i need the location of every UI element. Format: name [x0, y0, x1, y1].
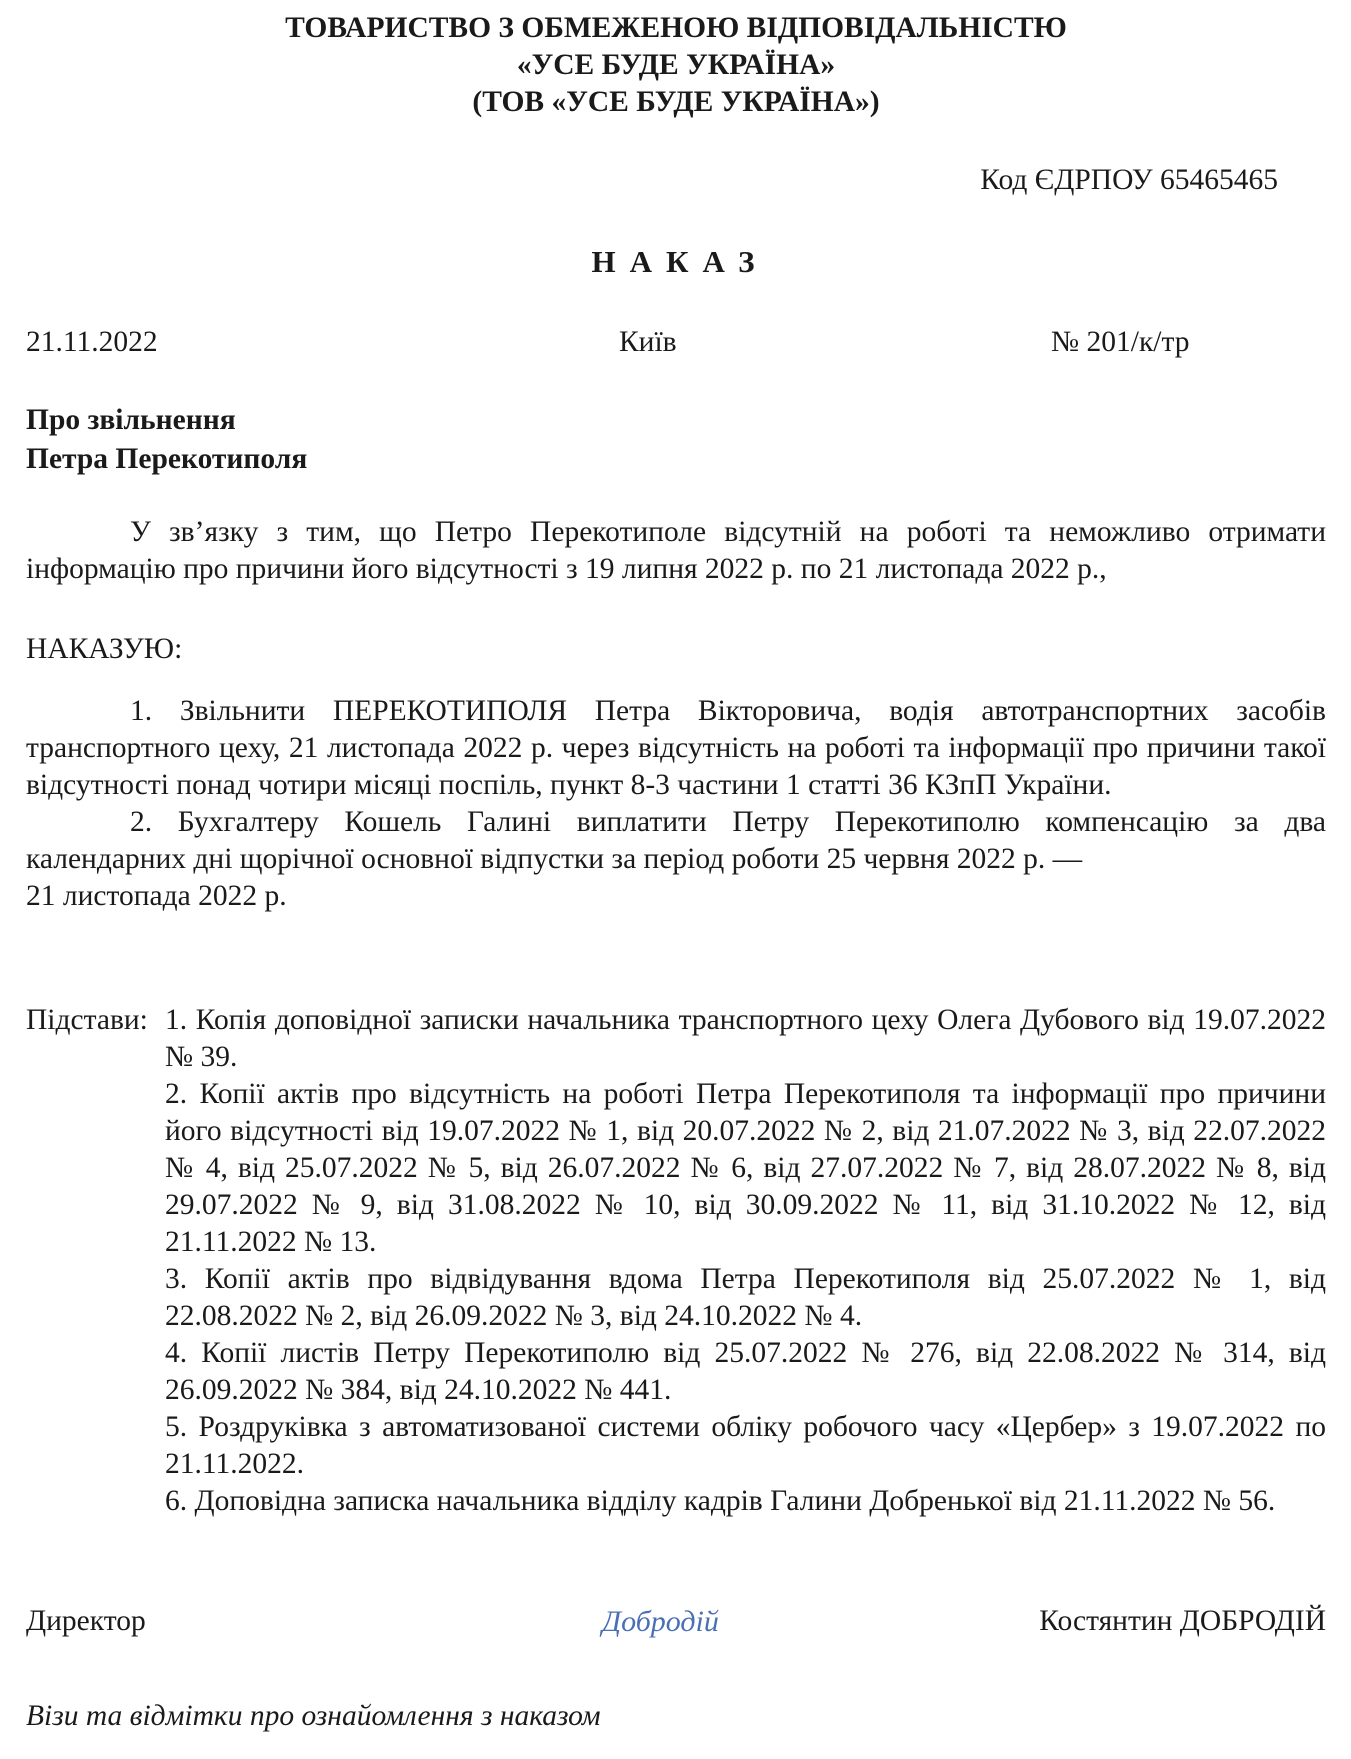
- organization-header: [26, 10, 1326, 121]
- order-items: [26, 693, 1326, 915]
- order-item-2: 2. Бухгалтеру Кошель Галині виплатити Петру Перекотиполю компенсацію за два календарних дні щорічної основної відпустки за період роботи 25 червня 2022 р. —: [26, 806, 1326, 875]
- org-name-line3: (ТОВ «УСЕ БУДЕ УКРАЇНА»): [472, 86, 880, 118]
- signatory-name: Костянтин ДОБРОДІЙ: [1039, 1605, 1326, 1637]
- order-item-1: 1. Звільнити ПЕРЕКОТИПОЛЯ Петра Вікторовича, водія автотранспортних засобів транспортного цеху, 21 листопада 2022 р. через відсутність на роботі та інформації про причини такої відсутності понад чотири місяці поспіль, пункт 8-3 частини 1 статті 36 КЗпП України.: [26, 695, 1326, 801]
- order-subject: [26, 401, 307, 479]
- document-title: НАКАЗ: [591, 244, 769, 279]
- handwritten-signature: Добродій: [602, 1605, 719, 1638]
- subject-line2: Петра Перекотиполя: [26, 443, 308, 475]
- bases-label: Підстави:: [26, 1004, 148, 1036]
- basis-item: 3. Копії актів про відвідування вдома Петра Перекотиполя від 25.07.2022 № 1, від 22.08.2022 № 2, від 26.09.2022 № 3, від 24.10.2022 № 4.: [165, 1263, 1326, 1332]
- basis-item: 1. Копія доповідної записки начальника транспортного цеху Олега Дубового від 19.07.2022 № 39.: [165, 1004, 1326, 1073]
- bases-section: [26, 1002, 1326, 1520]
- signatory-role: Директор: [26, 1605, 146, 1637]
- order-number: № 201/к/тр: [1051, 326, 1190, 358]
- basis-item: 5. Роздруківка з автоматизованої системи обліку робочого часу «Цербер» з 19.07.2022 по 21.11.2022.: [165, 1411, 1326, 1480]
- preamble-paragraph: У зв’язку з тим, що Петро Перекотиполе відсутній на роботі та неможливо отримати інформацію про причини його відсутності з 19 липня 2022 р. по 21 листопада 2022 р.,: [26, 516, 1326, 585]
- basis-item: 2. Копії актів про відсутність на роботі Петра Перекотиполя та інформації про причини його відсутності від 19.07.2022 № 1, від 20.07.2022 № 2, від 21.07.2022 № 3, від 22.07.2022 № 4, від 25.07.2022 № 5, від 26.07.2022 № 6, від 27.07.2022 № 7, від 28.07.2022 № 8, від 29.07.2022 № 9, від 31.08.2022 № 10, від 30.09.2022 № 11, від 31.10.2022 № 12, від 21.11.2022 № 13.: [165, 1078, 1326, 1258]
- org-name-line1: ТОВАРИСТВО З ОБМЕЖЕНОЮ ВІДПОВІДАЛЬНІСТЮ: [285, 12, 1067, 44]
- basis-item: 6. Доповідна записка начальника відділу кадрів Галини Добренької від 21.11.2022 № 56.: [165, 1485, 1276, 1517]
- visas-note: Візи та відмітки про ознайомлення з наказом: [26, 1700, 601, 1732]
- order-date: 21.11.2022: [26, 326, 158, 358]
- order-item-2-continuation: 21 листопада 2022 р.: [26, 880, 287, 912]
- order-document: [26, 0, 1326, 1759]
- edrpou-code: Код ЄДРПОУ 65465465: [980, 164, 1278, 196]
- bases-list: [165, 1002, 1326, 1520]
- order-directive: НАКАЗУЮ:: [26, 633, 183, 665]
- basis-item: 4. Копії листів Петру Перекотиполю від 25.07.2022 № 276, від 22.08.2022 № 314, від 26.09.2022 № 384, від 24.10.2022 № 441.: [165, 1337, 1326, 1406]
- order-city: Київ: [619, 326, 677, 358]
- subject-line1: Про звільнення: [26, 404, 236, 436]
- org-name-line2: «УСЕ БУДЕ УКРАЇНА»: [516, 49, 836, 81]
